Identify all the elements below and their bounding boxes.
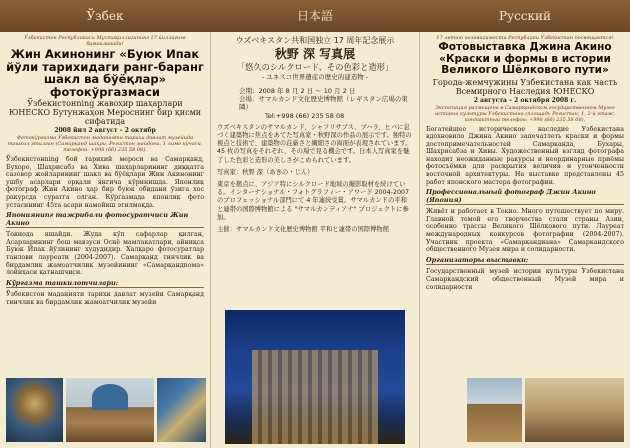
- photo-dome-shape: [92, 384, 127, 410]
- header-uzbek: Ўзбек: [86, 9, 124, 23]
- uz-photographer-bio: Токиода яшайди. Жуда кўп сафарлар қилган, Асарларининг бош мавзуси Осиё мамлакатлари, айниқса Буюк Ипак йўлининг худудидир. Халқаро фотосуратлар танлови лауреати (2004-2007). Самарқанд тинчлик ва бирдамлик жамоатчилик музейининг «Самарқандnома» лойиҳаси қатнашчиси.: [6, 231, 204, 277]
- header-japanese: 日本語: [296, 9, 333, 23]
- ru-venue: Экспозиция размещена в Самаркандском государственном Музее истории культуры Узбекистана (площадь Регистан, 1, 2-й этаж, контактный телефон: +998 (66) 235 58 08).: [435, 104, 615, 123]
- uz-venue: Фотокўргазма Ўзбекистон маданияти тарихи давлат музейида ташкил этилган (Самарқанд шаҳри, Регистон майдони, 1 лимо кўчаси, телефон: +998 (66) 235 58 08).: [7, 135, 203, 153]
- uz-organizers-heading: Кўргазма ташкилотчилари:: [6, 280, 204, 289]
- photo-column-pattern: [252, 350, 378, 444]
- uz-organizers: Ўзбекистон маданияти тарихи давлат музейи Самарқанд тинчлик ва бирдамлик жамоатчилик музейи: [6, 291, 204, 306]
- uz-title: Жин Акинонинг «Буюк Ипак йўли тарихидаги ранг-баранг шакл ва бўёқлар» фотокўргазмаси: [6, 47, 204, 99]
- jp-subtitle: 「悠久のシルクロード、その色彩と造形」: [236, 62, 394, 72]
- photo-blue-minaret-interior: [225, 310, 405, 444]
- photo-dome-interior: [6, 378, 63, 442]
- ru-subtitle: Города-жемчужины Узбекистана как часть Всемирного Наследия ЮНЕСКО: [432, 77, 618, 96]
- jp-body: ウズベキスタンのサマルカンド、シャフリサブス、ブハラ、ヒバに息づく建築物に焦点をあてた写真家・秋野深の作品の展示です。独特の視点と技術で、建築物の荘厳さと繊細さの両面が表現されています。45 枚の写真をそれぞれ、その場で見る機会です。日本人写真家を魅了した色彩と造形の美しさがこめられています。: [217, 123, 412, 164]
- photo-tilework: [157, 378, 206, 442]
- ru-date: 2 августа – 2 октября 2008 г.: [473, 96, 577, 104]
- ru-organizers: Государственный музей истории культуры Узбекистана Самаркандский общественный Музей мира и солидарности: [426, 268, 624, 291]
- jp-title: 秋野 深 写真展: [274, 47, 356, 61]
- jp-subtitle-2: - ユネスコ世界遺産の歴史的建造物 -: [261, 73, 369, 81]
- header-russian: Русский: [498, 9, 552, 23]
- ru-body: Богатейшее историческое наследие Узбекистана вдохновило Джина Акино запечатлеть краски и формы достопримечательностей Самарканда, Бухары, Шахрисабза и Хивы. Художественный взгляд фотографа находит неожиданные ракурсы и неординарные приёмы фотосъёмки для раскрытия величия и утонченности восточной архитектуры. На выставке представлены 45 работ японского мастера фотографии.: [426, 125, 624, 186]
- jp-period: 会期：2008 年 8 月 2 日 ～ 10 月 2 日: [239, 87, 356, 95]
- jp-line1: ウズベキスタン共和国独立 17 周年記念展示: [235, 36, 395, 45]
- photo-arched-hall: [525, 378, 624, 442]
- uz-tagline: Ўзбекистон Республикаси Мустақиллигининг 17 йиллигига бағишланади!: [24, 35, 186, 47]
- uz-subtitle: Ўзбекистонning жавоҳир шаҳарлари ЮНЕСКО Бутунжаҳон Мероснинг бир қисми сифатида: [8, 99, 202, 126]
- uz-date: 2008 йил 2 август – 2 октябр: [54, 127, 156, 134]
- jp-venue: 会場：サマルカンド文化歴史博物館（レギスタン広場の東隣）: [239, 95, 408, 112]
- jp-tel: Tel:+998 (66) 235 58 08: [265, 111, 345, 120]
- uz-body: Ўзбекистонning бой тарихий мероси ва Самарқанд, Бухоро, Шаҳрисабз ва Хива шаҳарларининг диққатга сазовор жойларининг шакл ва бўёқлари Жин Акинонинг ушбу асарлари орқали янгича кўринишда. Японлик фотограф Жин Акино ҳар бир буюк обидани ўзига хос ракурсда суратга олган. Кўргазмада японлик фото устасининг 45та асари намойиш этилмоқда.: [6, 156, 204, 209]
- photo-courtyard: [66, 378, 154, 442]
- ru-organizers-heading: Организаторы выставки:: [426, 257, 624, 266]
- ru-photographer-bio: Живёт и работает в Токио. Много путешествует по миру. Главной темой его творчества стали страны Азии, особенно трассы Великого Шёлкового пути. Лауреат международных конкурсов фотографии (2004-2007). Участник проекта «Самаркандиана» Самаркандского общественного Музея мира и солидарности.: [426, 208, 624, 254]
- photo-madrasa-gate: [467, 378, 522, 442]
- ru-title: Фотовыставка Джина Акино «Краски и формы в истории Великого Шёлкового пути»: [438, 41, 612, 76]
- ru-tagline: 17-летию независимости Республики Узбекистан посвящается!: [436, 35, 614, 41]
- jp-organizer: 主催：サマルカンド文化歴史博物館 平和と連帯の国際博物館: [217, 226, 390, 234]
- uz-photographer-heading: Японияниnг тажрибали фотосуратчиси Жин Акино: [6, 212, 204, 228]
- jp-photographer: 写真家：秋野 深（あきの・じん）: [217, 168, 314, 176]
- jp-bio: 東京を拠点に、アジア特にシルクロード地域の撮影取材を続けている。インターナショナル・フォトグラフィー・アワード 2004-2007 のプロフェッショナル部門にて 4 年連続受賞。サマルカンドの平和と連帯の国際博物館による "サマルカンディアナ" プロジェクトに参加。: [217, 181, 409, 221]
- ru-photographer-heading: Профессиональный фотограф Джин Акино (Япония): [426, 189, 624, 205]
